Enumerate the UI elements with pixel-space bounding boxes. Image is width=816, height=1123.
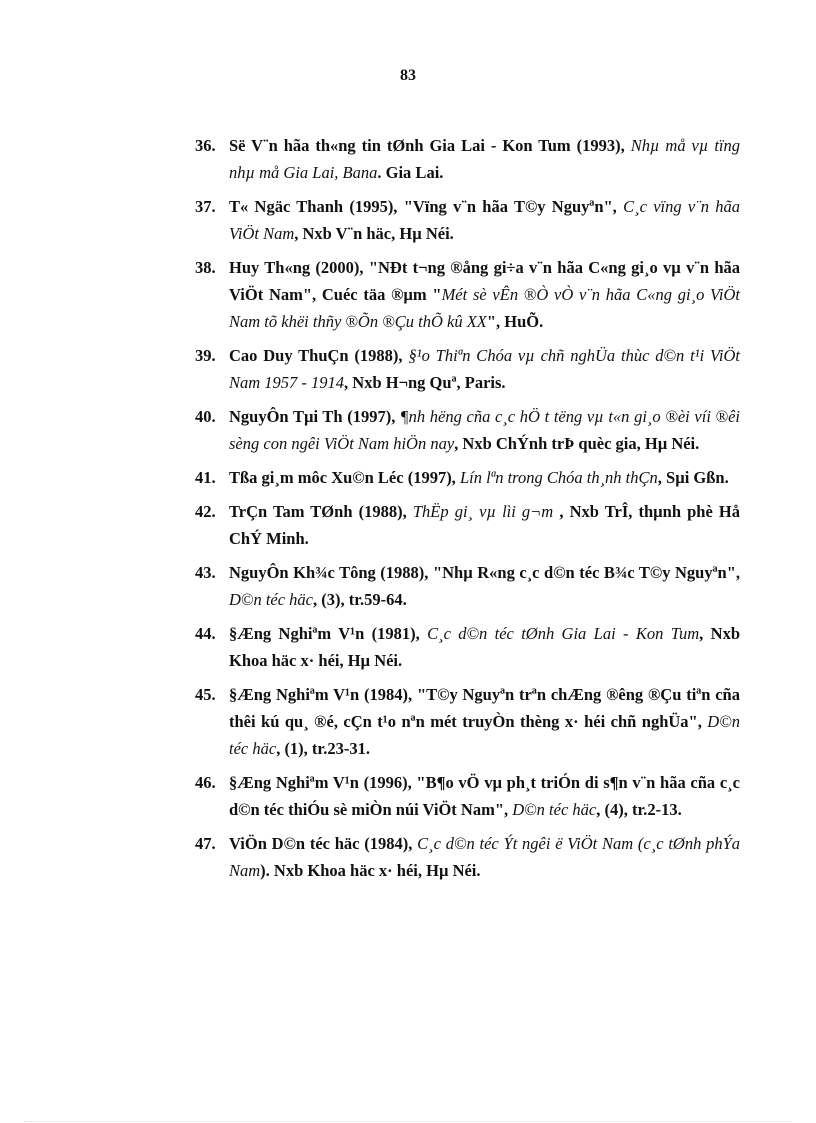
reference-item-38 (155, 254, 740, 335)
reference-authors: NguyÔn Kh¾c Tông (1988), "Nhµ R«ng c¸c d©n téc B¾c T©y Nguyªn", (229, 563, 740, 582)
reference-publisher: ). Nxb Khoa häc x· héi, Hµ Néi. (260, 861, 481, 880)
reference-item-44 (155, 620, 740, 674)
reference-title: C¸c d©n téc Ýt ngêi ë ViÖt Nam (c¸c tØnh phÝa Nam (229, 834, 740, 880)
reference-publisher: , Nxb H¬ng Quª, Paris. (344, 373, 506, 392)
reference-authors: TrÇn Tam TØnh (1988), (229, 502, 413, 521)
reference-publisher: . Gia Lai. (377, 163, 444, 182)
page-bottom-divider (24, 1121, 792, 1122)
reference-item-39 (155, 342, 740, 396)
reference-number: 40. (195, 407, 216, 426)
reference-authors: §Æng Nghiªm V¹n (1996), "B¶o vÖ vµ ph¸t triÓn di s¶n v¨n hãa cña c¸c d©n téc thiÓu sè miÒn núi ViÖt Nam", (229, 773, 740, 819)
reference-title: ¶nh hëng cña c¸c hÖ t tëng vµ t«n gi¸o ®èi víi ®êi sèng con ngêi ViÖt Nam hiÖn nay (229, 407, 740, 453)
reference-publisher: , (4), tr.2-13. (596, 800, 682, 819)
reference-authors: Tßa gi¸m môc Xu©n Léc (1997), (229, 468, 460, 487)
reference-authors: ViÖn D©n téc häc (1984), (229, 834, 418, 853)
reference-number: 37. (195, 197, 216, 216)
reference-number: 39. (195, 346, 216, 365)
reference-item-43 (155, 559, 740, 613)
reference-number: 36. (195, 136, 216, 155)
reference-title: Mét sè vÊn ®Ò vÒ v¨n hãa C«ng gi¸o ViÖt Nam tõ khëi thñy ®Õn ®Çu thÕ kû XX (229, 285, 740, 331)
reference-item-46 (155, 769, 740, 823)
reference-title: D©n téc häc (512, 800, 597, 819)
reference-publisher: , (1), tr.23-31. (276, 739, 370, 758)
reference-title: D©n téc häc (229, 712, 740, 758)
reference-title: Nhµ må vµ tïng nhµ må Gia Lai, Bana (229, 136, 740, 182)
reference-item-45 (155, 681, 740, 762)
reference-publisher: , Nxb TrÎ, thµnh phè Hå ChÝ Minh. (229, 502, 740, 548)
reference-publisher: , Nxb Khoa häc x· héi, Hµ Néi. (229, 624, 740, 670)
reference-title: D©n téc häc (229, 590, 314, 609)
reference-publisher: , Nxb ChÝnh trÞ quèc gia, Hµ Néi. (454, 434, 700, 453)
reference-list (155, 132, 740, 891)
reference-number: 41. (195, 468, 216, 487)
reference-item-47 (155, 830, 740, 884)
reference-authors: Cao Duy ThuÇn (1988), (229, 346, 409, 365)
reference-title: C¸c vïng v¨n hãa ViÖt Nam (229, 197, 740, 243)
reference-number: 46. (195, 773, 216, 792)
reference-item-36 (155, 132, 740, 186)
reference-title: ThËp gi¸ vµ lìi g¬m (412, 502, 554, 521)
reference-authors: Së V¨n hãa th«ng tin tØnh Gia Lai - Kon Tum (1993), (229, 136, 631, 155)
reference-number: 38. (195, 258, 216, 277)
reference-authors: NguyÔn Tµi Th (1997), (229, 407, 400, 426)
reference-authors: Huy Th«ng (2000), "NÐt t¬ng ®ång gi÷a v¨n hãa C«ng gi¸o vµ v¨n hãa ViÖt Nam", Cuéc täa ®µm " (229, 258, 740, 304)
reference-publisher: , Nxb V¨n häc, Hµ Néi. (294, 224, 454, 243)
reference-authors: T« Ngäc Thanh (1995), "Vïng v¨n hãa T©y Nguyªn", (229, 197, 624, 216)
reference-title: C¸c d©n téc tØnh Gia Lai - Kon Tum (427, 624, 700, 643)
reference-item-37 (155, 193, 740, 247)
reference-number: 44. (195, 624, 216, 643)
reference-title: Lín lªn trong Chóa th¸nh thÇn (459, 468, 658, 487)
reference-title: §¹o Thiªn Chóa vµ chñ nghÜa thùc d©n t¹i ViÖt Nam 1957 - 1914 (229, 346, 740, 392)
reference-number: 43. (195, 563, 216, 582)
reference-publisher: ", HuÕ. (486, 312, 544, 331)
reference-number: 42. (195, 502, 216, 521)
reference-publisher: , Sµi Gßn. (657, 468, 729, 487)
reference-item-42 (155, 498, 740, 552)
page-number: 83 (400, 67, 416, 84)
reference-item-41 (155, 464, 740, 491)
reference-authors: §Æng Nghiªm V¹n (1981), (229, 624, 428, 643)
reference-number: 47. (195, 834, 216, 853)
reference-publisher: , (3), tr.59-64. (313, 590, 407, 609)
reference-item-40 (155, 403, 740, 457)
reference-number: 45. (195, 685, 216, 704)
reference-authors: §Æng Nghiªm V¹n (1984), "T©y Nguyªn trªn chÆng ®êng ®Çu tiªn cña thêi kú qu¸ ®é, cÇn t¹o nªn mét truyÒn thèng x· héi chñ nghÜa", (229, 685, 740, 731)
